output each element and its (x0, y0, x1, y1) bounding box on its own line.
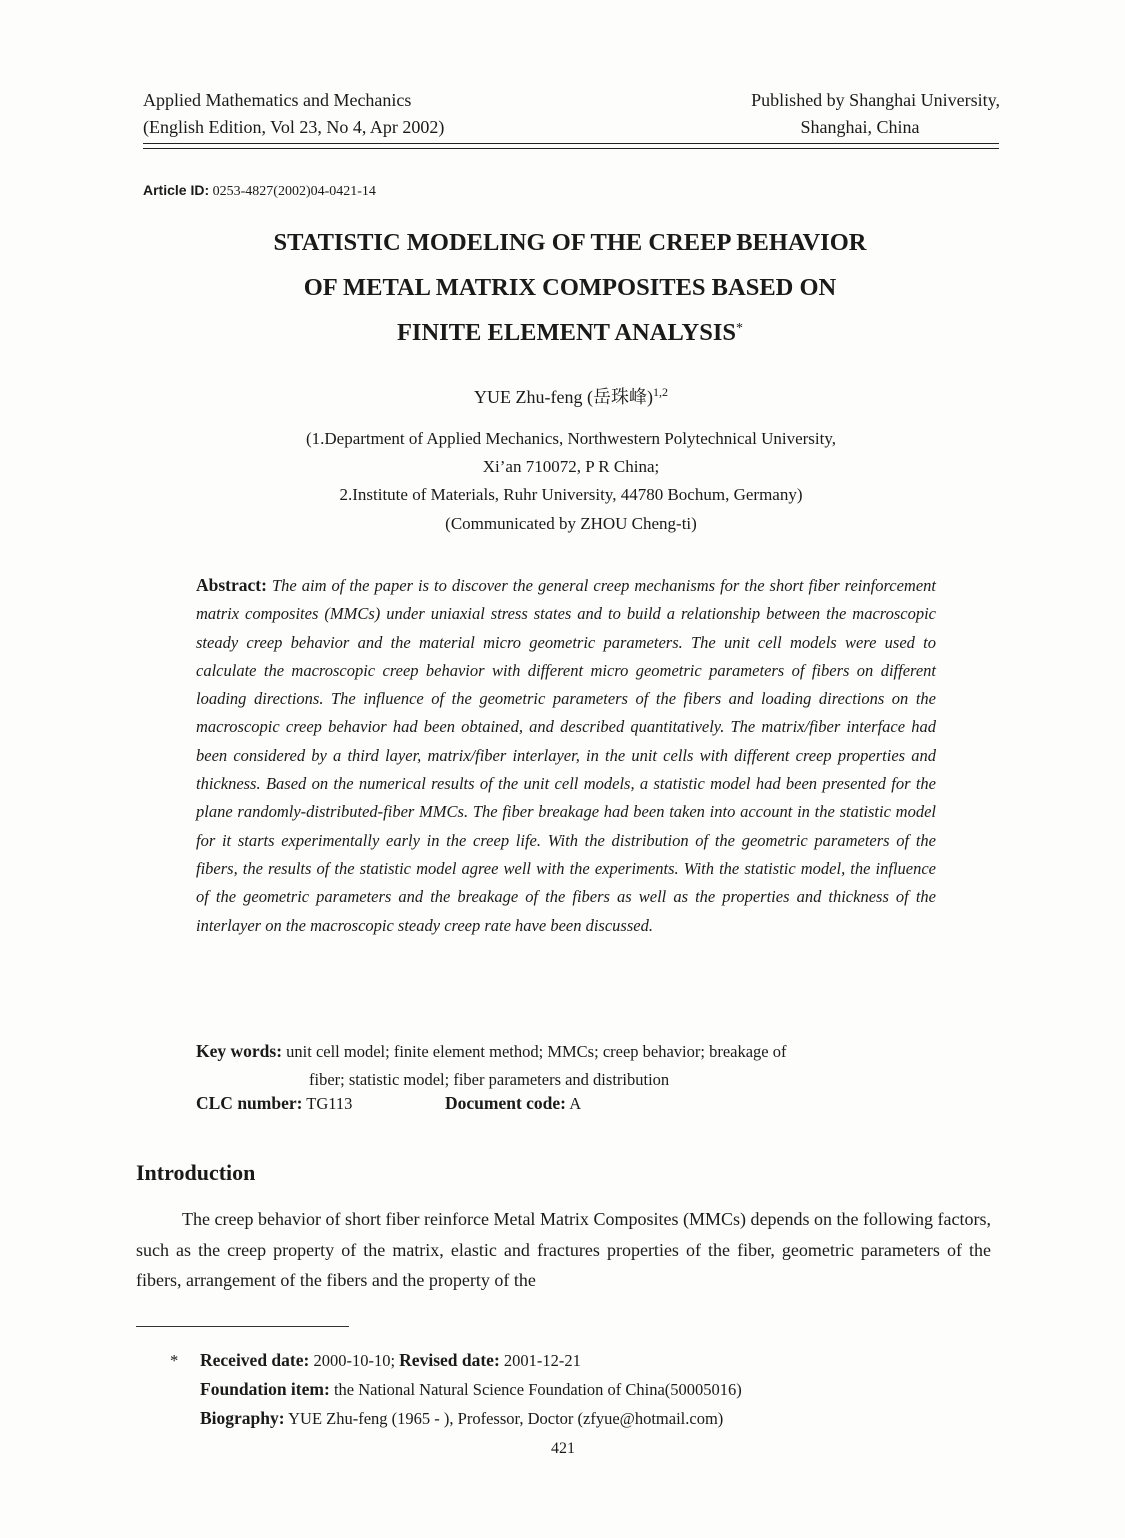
communicated-by: (Communicated by ZHOU Cheng-ti) (445, 514, 697, 533)
affiliation-line-3: 2.Institute of Materials, Ruhr University, 44780 Bochum, Germany) (339, 485, 803, 504)
introduction-text: The creep behavior of short fiber reinforce Metal Matrix Composites (MMCs) depends on the following factors, such as the creep property of the matrix, elastic and fractures properties of the fiber, geometric parameters of the fibers, arrangement of the fibers and the property of the (136, 1209, 991, 1290)
keywords-line-1: unit cell model; finite element method; MMCs; creep behavior; breakage of (286, 1042, 787, 1061)
clc-number (196, 1093, 352, 1114)
article-id-value: 0253-4827(2002)04-0421-14 (209, 184, 376, 199)
journal-edition: (English Edition, Vol 23, No 4, Apr 2002) (143, 117, 445, 137)
affiliations (143, 425, 999, 509)
article-id-label: Article ID: (143, 182, 210, 198)
document-code-label: Document code: (445, 1093, 567, 1113)
keywords (196, 1037, 936, 1094)
publisher-info (660, 87, 1000, 141)
document-code (445, 1093, 581, 1114)
keywords-label: Key words: (196, 1041, 283, 1061)
clc-label: CLC number: (196, 1093, 303, 1113)
introduction-paragraph (136, 1204, 991, 1296)
author-affiliation-sup: 1,2 (652, 385, 668, 399)
document-code-value: A (566, 1094, 582, 1113)
received-label: Received date: (200, 1350, 310, 1370)
page-number: 421 (551, 1440, 575, 1457)
footnotes (170, 1346, 742, 1433)
affiliation-line-1: (1.Department of Applied Mechanics, Northwestern Polytechnical University, (305, 429, 836, 448)
article-id (143, 182, 376, 200)
foundation-value: the National Natural Science Foundation of China(50005016) (329, 1380, 742, 1399)
journal-name: Applied Mathematics and Mechanics (143, 90, 412, 110)
revised-value: 2001-12-21 (499, 1351, 581, 1370)
header-rule-bottom (143, 148, 999, 149)
header-rule-top (143, 143, 999, 144)
footnote-mark: * (170, 1351, 179, 1370)
abstract-label: Abstract: (196, 575, 267, 595)
title-footnote-mark: * (736, 321, 744, 336)
paper-title (180, 220, 960, 359)
author-name: YUE Zhu-feng (岳珠峰) (474, 387, 653, 407)
keywords-line-2: fiber; statistic model; fiber parameters and distribution (309, 1070, 670, 1089)
section-heading-introduction: Introduction (136, 1160, 256, 1185)
biography-label: Biography: (200, 1408, 285, 1428)
journal-info (143, 87, 444, 141)
biography-value: YUE Zhu-feng (1965 - ), Professor, Doctor (zfyue@hotmail.com) (284, 1409, 724, 1428)
foundation-label: Foundation item: (200, 1379, 330, 1399)
revised-label: Revised date: (399, 1350, 500, 1370)
abstract (196, 571, 936, 940)
affiliation-line-2: Xi’an 710072, P R China; (482, 457, 660, 476)
abstract-text: The aim of the paper is to discover the general creep mechanisms for the short fiber reinforcement matrix composites (MMCs) under uniaxial stress states and to build a relationship between the macroscopic steady creep behavior and the material micro geometric parameters. The unit cell models were used to calculate the macroscopic creep behavior with different micro geometric parameters of fibers on different loading directions. The influence of the geometric parameters of the fibers and loading directions on the macroscopic creep behavior had been obtained, and described quantitatively. The matrix/fiber interface had been considered by a third layer, matrix/fiber interlayer, in the unit cells with different creep properties and thickness. Based on the numerical results of the unit cell models, a statistic model had been presented for the plane randomly-distributed-fiber MMCs. The fiber breakage had been taken into account in the statistic model for it starts experimentally early in the creep life. With the distribution of the geometric parameters of the fibers, the results of the statistic model agree well with the experiments. With the statistic model, the influence of the geometric parameters and the breakage of the fibers as well as the properties and thickness of the interlayer on the macroscopic steady creep rate have been discussed. (196, 576, 936, 935)
publisher-name: Published by Shanghai University, (751, 90, 1000, 110)
publisher-location: Shanghai, China (800, 117, 920, 137)
title-line-3: FINITE ELEMENT ANALYSIS (396, 319, 737, 346)
clc-value: TG113 (302, 1094, 353, 1113)
title-line-2: OF METAL MATRIX COMPOSITES BASED ON (303, 274, 837, 301)
title-line-1: STATISTIC MODELING OF THE CREEP BEHAVIOR (273, 229, 867, 256)
received-value: 2000-10-10; (309, 1351, 400, 1370)
footnote-rule (136, 1326, 349, 1327)
author (143, 383, 999, 409)
